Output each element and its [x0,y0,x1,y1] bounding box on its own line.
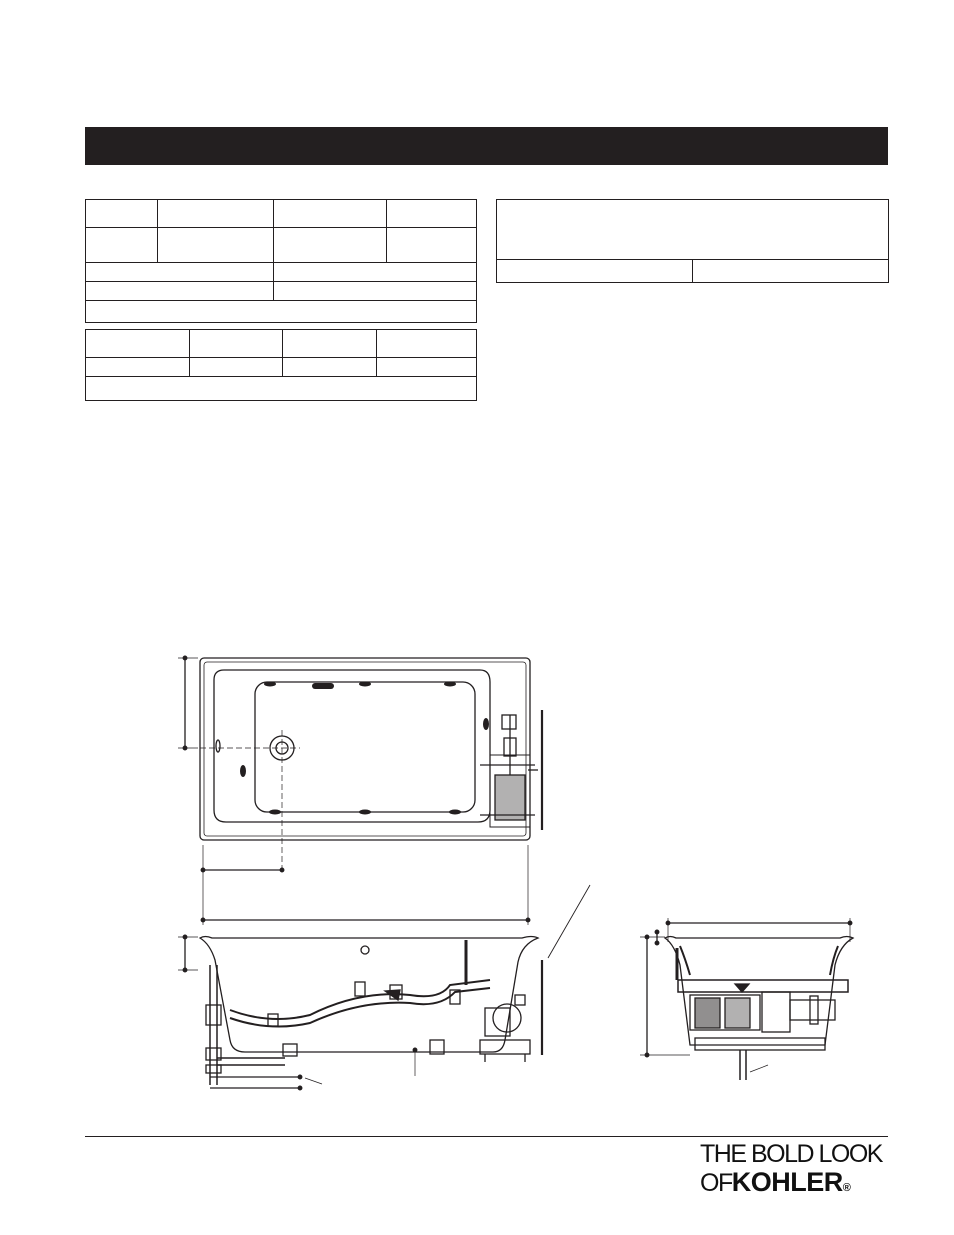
table-cell [86,282,274,301]
table-row [86,330,477,358]
table-row [86,200,477,228]
table-cell [387,228,477,263]
table-cell [283,358,377,377]
end-view [640,918,853,1080]
spec-table-codes [496,199,889,283]
bath-technical-drawing [150,640,870,1100]
table-cell [283,330,377,358]
table-row [86,228,477,263]
spec-table-dimensions [85,199,477,323]
table-cell [693,260,889,283]
table-row [86,358,477,377]
table-cell [86,358,190,377]
table-cell [86,301,477,323]
table-cell [377,358,477,377]
table-cell [86,377,477,401]
table-row [86,263,477,282]
logo-tagline: THE BOLD LOOK [700,1140,882,1168]
table-cell [497,260,693,283]
table-cell [497,200,889,260]
table-cell [158,228,274,263]
logo-brand-line [700,1167,851,1203]
table-cell [274,228,387,263]
table-cell [274,200,387,228]
logo-brand-name: KOHLER [731,1167,843,1197]
table-row [86,377,477,401]
table-cell [158,200,274,228]
logo-of-text: OF [700,1169,732,1197]
table-cell [86,228,158,263]
table-cell [377,330,477,358]
spec-table-electrical [85,329,477,401]
table-cell [86,263,274,282]
table-cell [274,263,477,282]
leader-line [548,885,590,958]
top-view [178,656,542,925]
table-row [86,301,477,323]
registered-mark: ® [842,1182,851,1194]
table-cell [387,200,477,228]
side-view [178,935,542,1090]
table-cell [274,282,477,301]
section-header-bar [85,127,888,165]
kohler-logo [700,1140,890,1200]
table-row [497,260,889,283]
table-cell [86,200,158,228]
table-cell [190,358,283,377]
footer-divider [85,1136,888,1137]
table-row [497,200,889,260]
table-cell [86,330,190,358]
table-cell [190,330,283,358]
table-row [86,282,477,301]
